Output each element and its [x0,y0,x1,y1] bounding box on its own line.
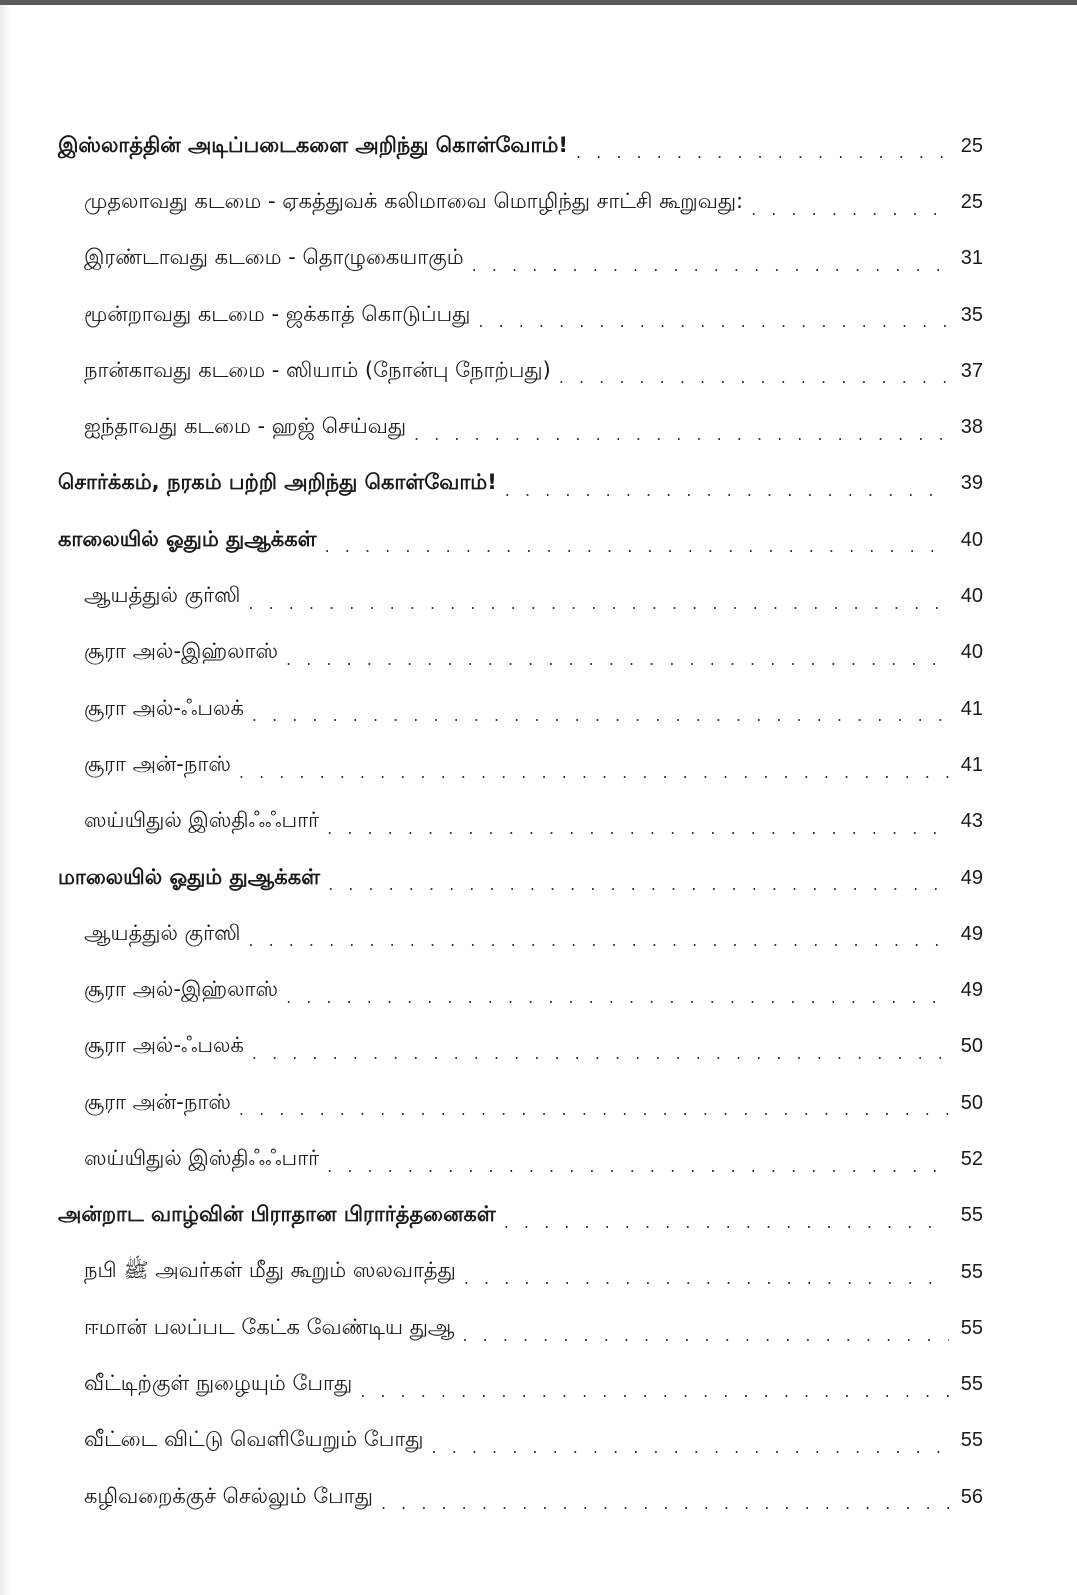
toc-entry-title: ஆயத்துல் குர்ஸி [84,583,241,608]
dot-leader [751,200,949,231]
toc-entry-title: மாலையில் ஓதும் துஆக்கள் [58,864,321,889]
toc-page-number: 39 [960,472,983,495]
page-top-edge [0,0,1077,5]
toc-entry [0,1413,1077,1469]
toc-entry-title: சூரா அல்-இஹ்லாஸ் [84,639,279,664]
dot-leader [327,819,949,850]
toc-entry-title: அன்றாட வாழ்வின் பிராதான பிரார்த்தனைகள் [58,1202,496,1227]
toc-page-number: 25 [960,190,983,213]
toc-page-number: 56 [960,1485,983,1508]
toc-entry [0,1075,1077,1131]
toc-entry-title: வீட்டை விட்டு வெளியேறும் போது [84,1427,424,1452]
dot-leader [464,1269,949,1300]
dot-leader [328,875,949,906]
dot-leader [360,1382,949,1413]
dot-leader [576,143,949,174]
toc-entry-title: காலையில் ஓதும் துஆக்கள் [58,526,317,551]
dot-leader [248,931,949,962]
dot-leader [286,650,949,681]
toc-entry [0,1357,1077,1413]
toc-entry-title: சூரா அன்-நாஸ் [84,751,231,776]
toc-page-number: 40 [960,528,983,551]
dot-leader [504,1213,949,1244]
toc-entry-title: ஸய்யிதுல் இஸ்திஃஃபார் [84,808,320,833]
dot-leader [239,1100,949,1131]
toc-entry-title: நபி ﷺ அவர்கள் மீது கூறும் ஸலவாத்து [84,1257,456,1282]
toc-section-heading [0,118,1077,174]
dot-leader [414,425,949,456]
toc-entry-title: ஐந்தாவது கடமை - ஹஜ் செய்வது [84,414,407,439]
toc-page-number: 49 [960,979,983,1002]
toc-entry-title: சூரா அல்-இஹ்லாஸ் [84,977,279,1002]
toc-entry [0,1300,1077,1356]
toc-entry-title: சூரா அன்-நாஸ் [84,1089,231,1114]
toc-entry-title: கழிவறைக்குச் செல்லும் போது [84,1483,373,1508]
toc-page-number: 31 [960,247,983,270]
toc-entry [0,681,1077,737]
toc-entry-title: நான்காவது கடமை - ஸியாம் (நோன்பு நோற்பது) [84,357,551,382]
dot-leader [252,1044,949,1075]
toc-page-number: 40 [960,585,983,608]
toc-entry [0,399,1077,455]
toc-entry-title: ஆயத்துல் குர்ஸி [84,920,241,945]
toc-entry [0,737,1077,793]
toc-entry [0,568,1077,624]
toc-page-number: 41 [960,697,983,720]
toc-page-number: 41 [960,753,983,776]
dot-leader [248,594,949,625]
dot-leader [252,706,949,737]
toc-entry [0,625,1077,681]
toc-section-heading [0,456,1077,512]
toc-entry [0,1019,1077,1075]
toc-entry [0,343,1077,399]
toc-page-number: 55 [960,1316,983,1339]
toc-entry-title: வீட்டிற்குள் நுழையும் போது [84,1371,353,1396]
toc-entry-title: சூரா அல்-ஃபலக் [84,695,244,720]
toc-page-number: 37 [960,359,983,382]
toc-page-number: 40 [960,641,983,664]
toc-entry [0,287,1077,343]
dot-leader [505,481,949,512]
toc-page-number: 55 [960,1204,983,1227]
dot-leader [559,368,949,399]
toc-page-number: 52 [960,1147,983,1170]
toc-entry [0,962,1077,1018]
dot-leader [432,1438,949,1469]
toc-page-number: 55 [960,1260,983,1283]
dot-leader [462,1326,949,1357]
toc-page-number: 55 [960,1373,983,1396]
toc-entry [0,794,1077,850]
toc-section-heading [0,850,1077,906]
toc-page-number: 38 [960,416,983,439]
dot-leader [239,763,949,794]
table-of-contents [0,118,1077,1525]
toc-entry [0,174,1077,230]
toc-page-number: 35 [960,303,983,326]
dot-leader [381,1494,949,1525]
toc-entry-title: ஸய்யிதுல் இஸ்திஃஃபார் [84,1145,320,1170]
toc-entry [0,1131,1077,1187]
toc-page-number: 55 [960,1429,983,1452]
toc-page-number: 49 [960,922,983,945]
toc-page-number: 43 [960,810,983,833]
toc-entry [0,906,1077,962]
toc-entry-title: மூன்றாவது கடமை - ஜக்காத் கொடுப்பது [84,301,471,326]
toc-entry-title: சொர்க்கம், நரகம் பற்றி அறிந்து கொள்வோம்! [58,470,497,495]
dot-leader [325,537,949,568]
toc-page-number: 25 [960,134,983,157]
toc-entry-title: சூரா அல்-ஃபலக் [84,1033,244,1058]
toc-entry-title: ஈமான் பலப்பட கேட்க வேண்டிய துஆ [84,1314,455,1339]
dot-leader [472,256,949,287]
toc-entry-title: இஸ்லாத்தின் அடிப்படைகளை அறிந்து கொள்வோம்! [58,132,568,157]
toc-entry-title: முதலாவது கடமை - ஏகத்துவக் கலிமாவை மொழிந்து சாட்சி கூறுவது: [84,188,744,213]
dot-leader [478,312,949,343]
dot-leader [327,1157,949,1188]
toc-entry [0,231,1077,287]
toc-section-heading [0,512,1077,568]
dot-leader [286,988,949,1019]
toc-page-number: 50 [960,1091,983,1114]
toc-entry [0,1244,1077,1300]
toc-entry-title: இரண்டாவது கடமை - தொழுகையாகும் [84,245,464,270]
toc-entry [0,1469,1077,1525]
toc-page-number: 49 [960,866,983,889]
toc-section-heading [0,1188,1077,1244]
toc-page-number: 50 [960,1035,983,1058]
